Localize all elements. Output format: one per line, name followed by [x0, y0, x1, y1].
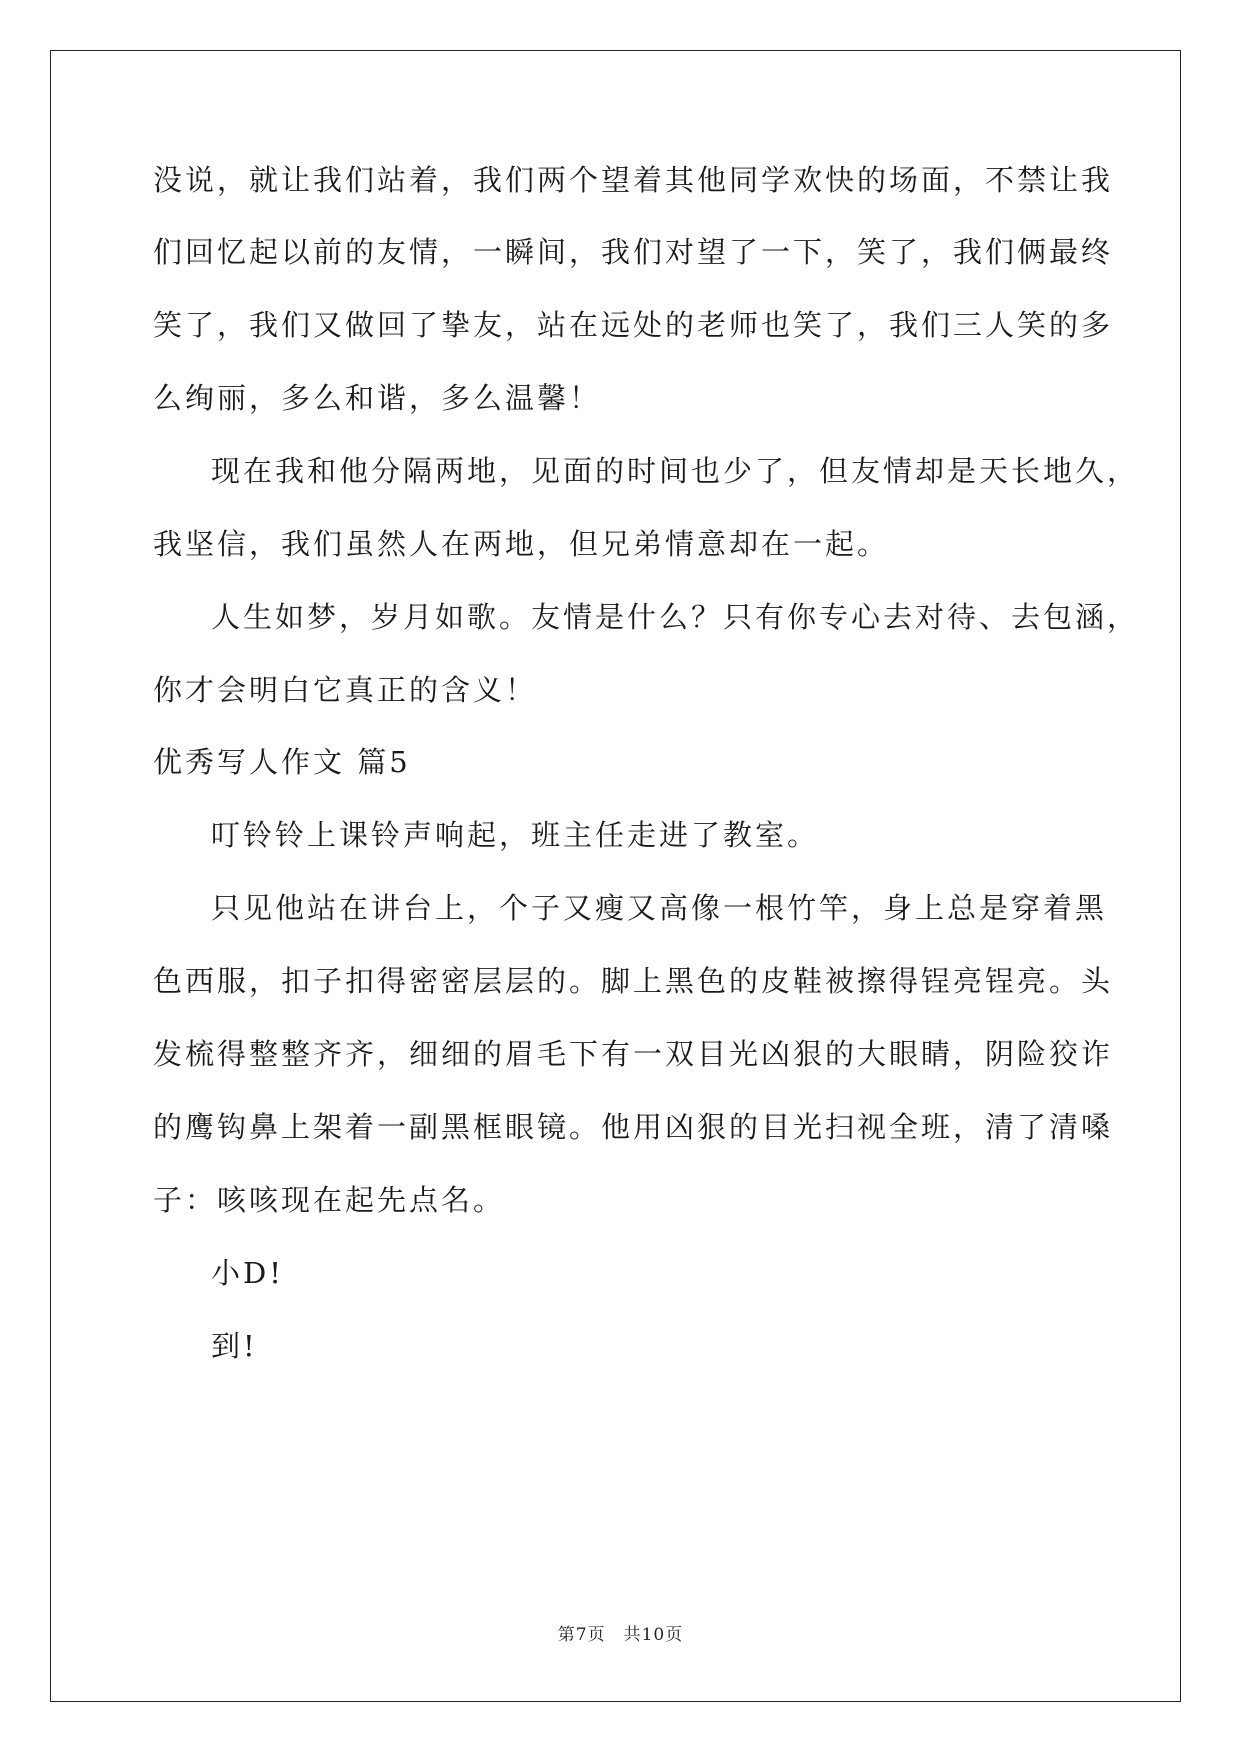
text-line: 没说，就让我们站着，我们两个望着其他同学欢快的场面，不禁让我: [153, 163, 1114, 197]
paragraph-first-line: 现在我和他分隔两地，见面的时间也少了，但友情却是天长地久，: [211, 454, 1140, 488]
text-line: 的鹰钩鼻上架着一副黑框眼镜。他用凶狠的目光扫视全班，清了清嗓: [153, 1110, 1114, 1144]
text-line: 笑了，我们又做回了挚友，站在远处的老师也笑了，我们三人笑的多: [153, 308, 1114, 342]
text-line: 们回忆起以前的友情，一瞬间，我们对望了一下，笑了，我们俩最终: [153, 235, 1114, 269]
text-line: 么绚丽，多么和谐，多么温馨！: [153, 381, 602, 415]
paragraph-first-line: 叮铃铃上课铃声响起，班主任走进了教室。: [211, 818, 820, 852]
text-line: 色西服，扣子扣得密密层层的。脚上黑色的皮鞋被擦得锃亮锃亮。头: [153, 964, 1114, 998]
page-number-footer: 第7页 共10页: [557, 1625, 684, 1645]
paragraph-first-line: 到!: [211, 1329, 258, 1363]
text-line: 发梳得整整齐齐，细细的眉毛下有一双目光凶狠的大眼睛，阴险狡诈: [153, 1037, 1114, 1071]
section-heading: 优秀写人作文 篇5: [153, 745, 411, 779]
page-border: [50, 50, 1181, 1702]
text-line: 我坚信，我们虽然人在两地，但兄弟情意却在一起。: [153, 527, 890, 561]
text-line: 你才会明白它真正的含义！: [153, 673, 538, 707]
paragraph-first-line: 人生如梦，岁月如歌。友情是什么？只有你专心去对待、去包涵，: [211, 600, 1140, 634]
paragraph-first-line: 小D!: [211, 1256, 284, 1290]
paragraph-first-line: 只见他站在讲台上，个子又瘦又高像一根竹竿，身上总是穿着黑: [211, 891, 1108, 925]
text-line: 子：咳咳现在起先点名。: [153, 1183, 506, 1217]
